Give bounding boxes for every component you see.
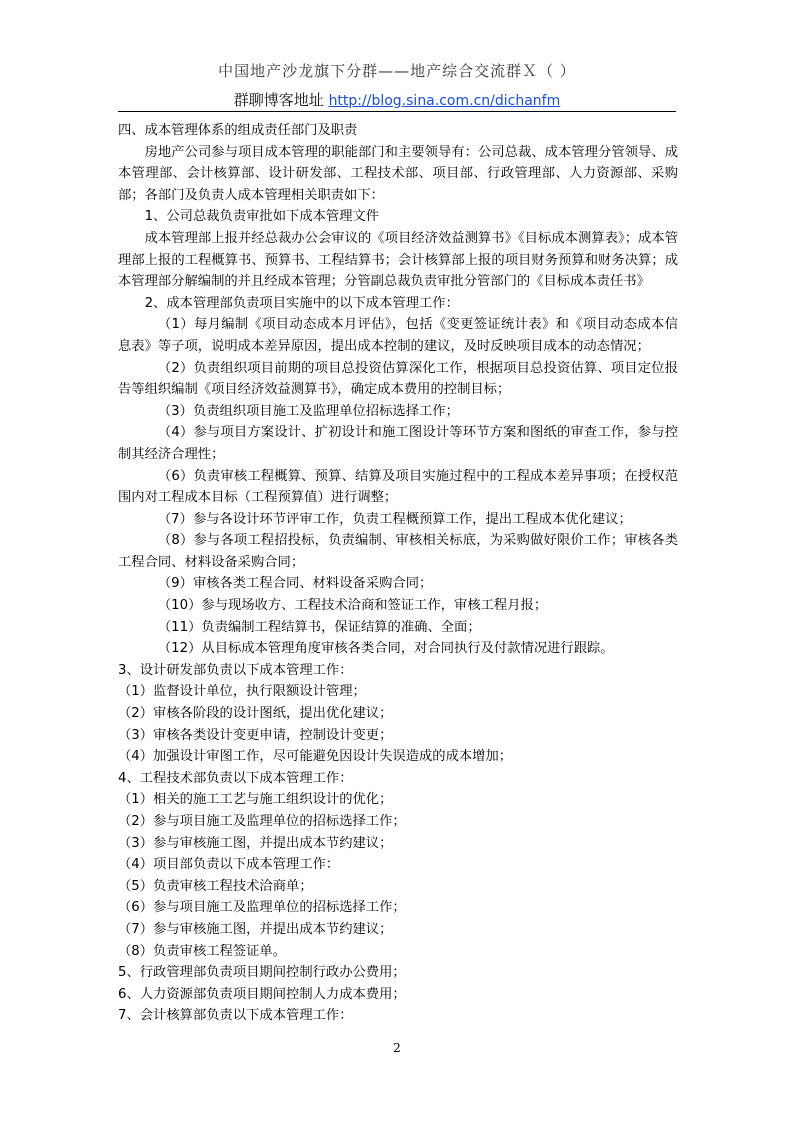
list-item: （6）负责审核工程概算、预算、结算及项目实施过程中的工程成本差异事项；在授权范围内对工程成本目标（工程预算值）进行调整； [118, 468, 678, 506]
paragraph: 房地产公司参与项目成本管理的职能部门和主要领导有：公司总裁、成本管理分管领导、成本管理部、会计核算部、设计研发部、工程技术部、项目部、行政管理部、人力资源部、采购部；各部门及负责人成本管理相关职责如下： [118, 144, 678, 203]
header-divider [118, 111, 676, 112]
list-item: （4）项目部负责以下成本管理工作： [118, 857, 340, 873]
blog-link[interactable]: http://blog.sina.com.cn/dichanfm [328, 93, 561, 109]
document-body [118, 120, 678, 1027]
list-item: （1）每月编制《项目动态成本月评估》，包括《变更签证统计表》和《项目动态成本信息表》等子项，说明成本差异原因，提出成本控制的建议，及时反映项目成本的动态情况； [118, 317, 678, 354]
list-item: （12）从目标成本管理角度审核各类合同，对合同执行及付款情况进行跟踪。 [157, 641, 614, 657]
list-item: （2）负责组织项目前期的项目总投资估算深化工作，根据项目总投资估算、项目定位报告等组织编制《项目经济效益测算书》，确定成本费用的控制目标； [118, 360, 678, 398]
list-item: 4、工程技术部负责以下成本管理工作： [118, 770, 353, 786]
header-title: 中国地产沙龙旗下分群——地产综合交流群Ｘ（ ） [218, 62, 576, 80]
list-item: （6）参与项目施工及监理单位的招标选择工作； [118, 900, 406, 916]
list-item: （1）监督设计单位，执行限额设计管理； [118, 684, 366, 700]
list-item: （1）相关的施工工艺与施工组织设计的优化； [118, 792, 393, 808]
header-blog-line [0, 89, 794, 110]
list-item: （9）审核各类工程合同、材料设备采购合同； [157, 576, 433, 592]
list-item: 5、行政管理部负责项目期间控制行政办公费用； [118, 965, 406, 981]
list-item: （8）参与各项工程招投标，负责编制、审核相关标底，为采购做好限价工作；审核各类工程合同、材料设备采购合同； [118, 533, 678, 570]
list-item: （7）参与审核施工图，并提出成本节约建议； [118, 921, 393, 937]
list-item: （11）负责编制工程结算书，保证结算的准确、全面； [157, 619, 481, 635]
list-item: （4）参与项目方案设计、扩初设计和施工图设计等环节方案和图纸的审查工作，参与控制其经济合理性； [118, 425, 678, 462]
list-item: 7、会计核算部负责以下成本管理工作： [118, 1008, 353, 1024]
list-item: （8）负责审核工程签证单。 [118, 943, 287, 959]
list-item: 1、公司总裁负责审批如下成本管理文件 [144, 209, 380, 225]
paragraph: 成本管理部上报并经总裁办公会审议的《项目经济效益测算书》《目标成本测算表》；成本管理部上报的工程概算书、预算书、工程结算书；会计核算部上报的项目财务预算和财务决算；成本管理部分解编制的并且经成本管理；分管副总裁负责审批分管部门的《目标成本责任书》 [118, 230, 678, 290]
list-item: 2、成本管理部负责项目实施中的以下成本管理工作： [144, 295, 459, 311]
blog-label: 群聊博客地址 [233, 91, 324, 109]
list-item: （3）负责组织项目施工及监理单位招标选择工作； [157, 403, 459, 419]
list-item: （3）审核各类设计变更申请，控制设计变更； [118, 727, 393, 743]
list-item: （2）参与项目施工及监理单位的招标选择工作； [118, 814, 406, 829]
list-item: 3、设计研发部负责以下成本管理工作： [118, 662, 353, 678]
list-item: （10）参与现场收方、工程技术洽商和签证工作，审核工程月报； [157, 598, 548, 614]
list-item: （4）加强设计审图工作，尽可能避免因设计失误造成的成本增加； [118, 749, 513, 765]
section-heading: 四、成本管理体系的组成责任部门及职责 [118, 123, 358, 138]
list-item: 6、人力资源部负责项目期间控制人力成本费用； [118, 986, 406, 1002]
list-item: （7）参与各设计环节评审工作，负责工程概预算工作，提出工程成本优化建议； [157, 511, 632, 527]
page-header [0, 60, 794, 110]
page-number: 2 [393, 1041, 401, 1055]
list-item: （3）参与审核施工图，并提出成本节约建议； [118, 835, 393, 851]
list-item: （2）审核各阶段的设计图纸，提出优化建议； [118, 706, 393, 722]
list-item: （5）负责审核工程技术洽商单； [118, 878, 313, 894]
